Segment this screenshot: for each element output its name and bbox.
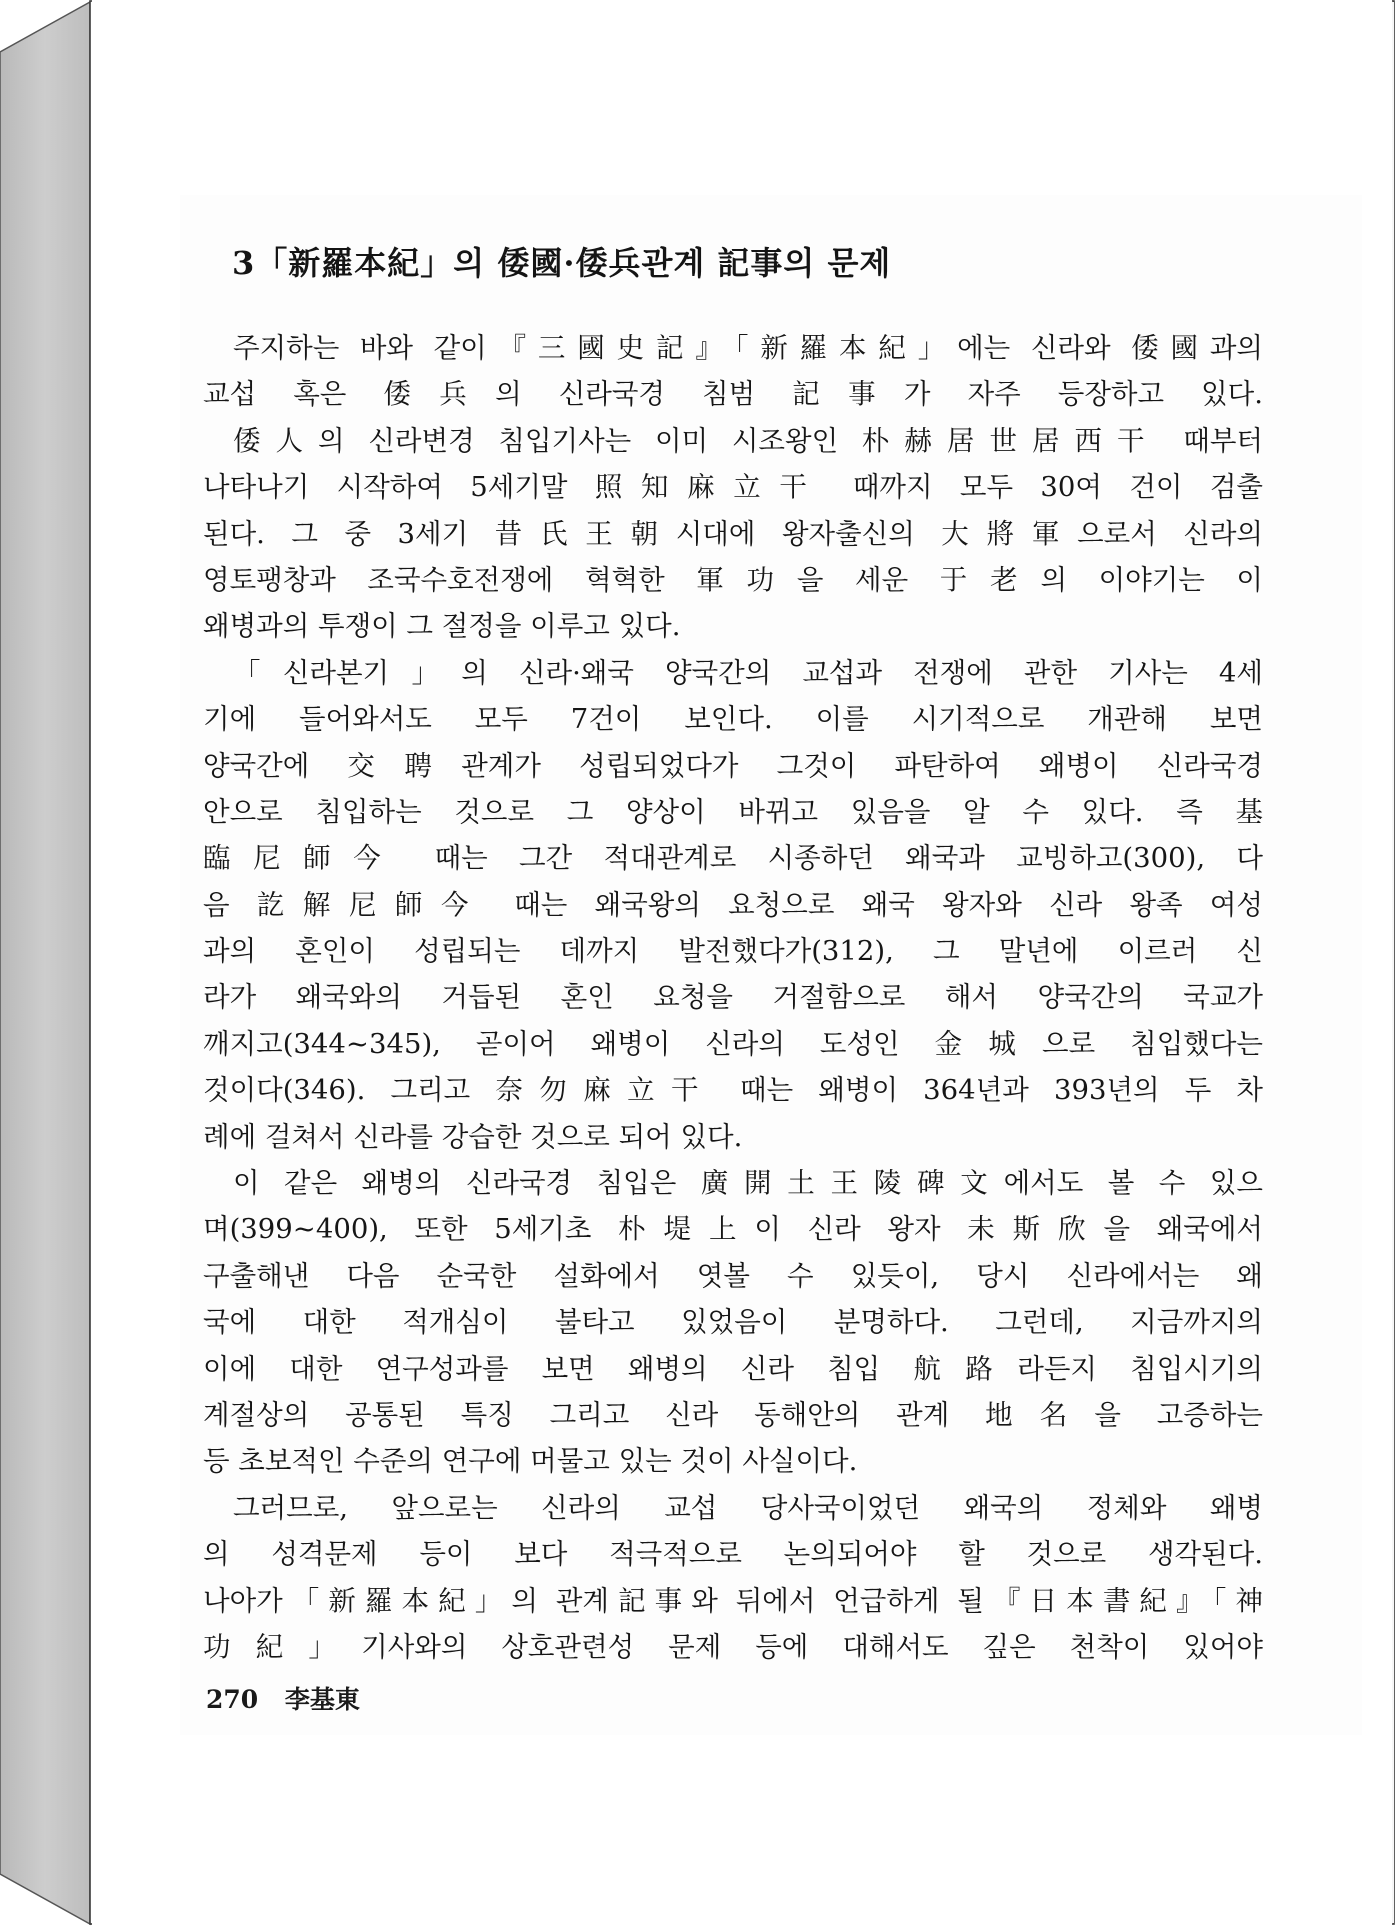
page-footer [206, 1680, 378, 1716]
text-line: 功紀」기사와의 상호관련성 문제 등에 대해서도 깊은 천착이 있어야 [203, 1630, 1263, 1663]
text-line: 교섭 혹은 倭兵의 신라국경 침범 記事가 자주 등장하고 있다. [203, 378, 1263, 411]
text-line: 계절상의 공통된 특징 그리고 신라 동해안의 관계 地名을 고증하는 [203, 1398, 1263, 1431]
text-line: 과의 혼인이 성립되는 데까지 발전했다가(312), 그 말년에 이르러 신 [203, 935, 1263, 968]
section-heading: 3「新羅本紀」의 倭國·倭兵관계 記事의 문제 [232, 244, 892, 282]
text-line: 나타나기 시작하여 5세기말 照知麻立干 때까지 모두 30여 건이 검출 [203, 471, 1263, 504]
text-line: 라가 왜국와의 거듭된 혼인 요청을 거절함으로 해서 양국간의 국교가 [203, 981, 1263, 1014]
text-line: 주지하는 바와 같이『三國史記』「新羅本紀」에는 신라와 倭國과의 [233, 332, 1263, 364]
text-line: 「신라본기」의 신라·왜국 양국간의 교섭과 전쟁에 관한 기사는 4세 [233, 656, 1263, 689]
text-line: 음 訖解尼師今 때는 왜국왕의 요청으로 왜국 왕자와 신라 왕족 여성 [203, 888, 1263, 921]
page-number: 270 [206, 1685, 259, 1714]
text-line: 나아가「新羅本紀」의 관계記事와 뒤에서 언급하게 될『日本書紀』「神 [203, 1584, 1263, 1617]
text-line: 의 성격문제 등이 보다 적극적으로 논의되어야 할 것으로 생각된다. [203, 1538, 1263, 1571]
text-line: 된다. 그 중 3세기 昔氏王朝시대에 왕자출신의 大將軍으로서 신라의 [203, 517, 1263, 550]
text-line: 양국간에 交聘관계가 성립되었다가 그것이 파탄하여 왜병이 신라국경 [203, 749, 1263, 782]
text-line: 구출해낸 다음 순국한 설화에서 엿볼 수 있듯이, 당시 신라에서는 왜 [203, 1259, 1263, 1292]
text-line: 국에 대한 적개심이 불타고 있었음이 분명하다. 그런데, 지금까지의 [203, 1306, 1263, 1339]
text-line: 등 초보적인 수준의 연구에 머물고 있는 것이 사실이다. [203, 1445, 858, 1478]
body-text [203, 325, 1263, 1670]
text-line: 깨지고(344~345), 곧이어 왜병이 신라의 도성인 金城으로 침입했다는 [203, 1027, 1263, 1060]
text-line: 이에 대한 연구성과를 보면 왜병의 신라 침입 航路라든지 침입시기의 [203, 1352, 1263, 1385]
text-line: 이 같은 왜병의 신라국경 침입은 廣開土王陵碑文에서도 볼 수 있으 [233, 1167, 1263, 1200]
text-line: 며(399~400), 또한 5세기초 朴堤上이 신라 왕자 未斯欣을 왜국에서 [203, 1213, 1263, 1246]
author-name: 李基東 [284, 1685, 360, 1714]
text-line: 안으로 침입하는 것으로 그 양상이 바뀌고 있음을 알 수 있다. 즉 基 [203, 795, 1263, 828]
text-line: 기에 들어와서도 모두 7건이 보인다. 이를 시기적으로 개관해 보면 [203, 703, 1263, 736]
text-line: 臨尼師今 때는 그간 적대관계로 시종하던 왜국과 교빙하고(300), 다 [203, 842, 1263, 875]
text-line: 倭人의 신라변경 침입기사는 이미 시조왕인 朴赫居世居西干 때부터 [233, 424, 1263, 457]
text-line: 그러므로, 앞으로는 신라의 교섭 당사국이었던 왜국의 정체와 왜병 [233, 1491, 1263, 1524]
text-line: 왜병과의 투쟁이 그 절정을 이루고 있다. [203, 610, 681, 643]
text-line: 것이다(346). 그리고 奈勿麻立干 때는 왜병이 364년과 393년의 두 차 [203, 1074, 1263, 1107]
text-line: 례에 걸쳐서 신라를 강습한 것으로 되어 있다. [203, 1120, 743, 1153]
text-line: 영토팽창과 조국수호전쟁에 혁혁한 軍功을 세운 于老의 이야기는 이 [203, 563, 1263, 596]
